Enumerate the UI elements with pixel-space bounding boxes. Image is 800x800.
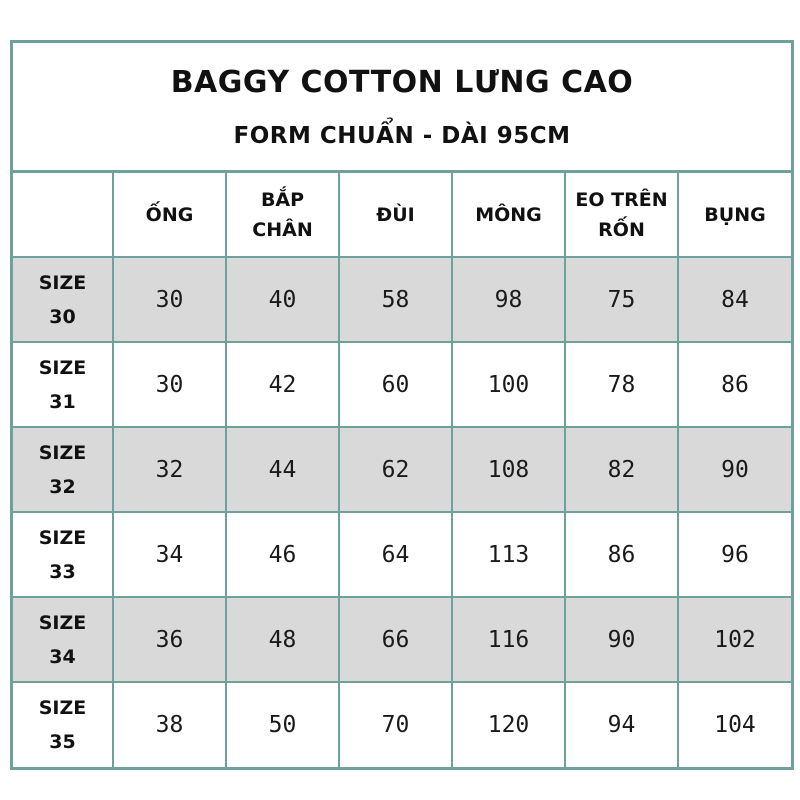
table-cell: 30 [113, 342, 226, 427]
table-cell: 60 [339, 342, 452, 427]
size-table [13, 173, 791, 767]
column-header-line: MÔNG [475, 203, 542, 226]
column-header-line: ỐNG [145, 203, 194, 226]
column-header-line: BỤNG [704, 203, 766, 226]
corner-cell [13, 173, 113, 257]
table-cell: 86 [678, 342, 791, 427]
column-header-mong [452, 173, 565, 257]
table-cell: 70 [339, 682, 452, 767]
table-row [13, 512, 791, 597]
size-label-number: 31 [49, 390, 76, 413]
size-label-number: 35 [49, 731, 76, 753]
chart-header [13, 43, 791, 173]
table-cell: 30 [113, 257, 226, 342]
table-cell: 96 [678, 512, 791, 597]
table-row [13, 257, 791, 342]
column-header-line: CHÂN [252, 218, 313, 241]
column-header-bung [678, 173, 791, 257]
size-label-word: SIZE [38, 697, 87, 719]
column-header-line: RỐN [598, 218, 645, 241]
size-label-word: SIZE [38, 356, 87, 379]
table-cell: 48 [226, 597, 339, 682]
table-cell: 102 [678, 597, 791, 682]
table-cell: 58 [339, 257, 452, 342]
size-label [13, 512, 113, 597]
size-label-number: 30 [49, 305, 76, 328]
column-header-line: BẮP [260, 188, 305, 211]
table-cell: 98 [452, 257, 565, 342]
table-cell: 36 [113, 597, 226, 682]
table-cell: 113 [452, 512, 565, 597]
size-label [13, 257, 113, 342]
chart-subtitle: FORM CHUẨN - DÀI 95CM [233, 123, 571, 149]
column-header-line: EO TRÊN [575, 188, 668, 211]
size-label-number: 32 [49, 475, 76, 498]
table-cell: 38 [113, 682, 226, 767]
table-cell: 46 [226, 512, 339, 597]
table-cell: 75 [565, 257, 678, 342]
size-label-word: SIZE [38, 271, 87, 294]
column-header-dui [339, 173, 452, 257]
table-cell: 78 [565, 342, 678, 427]
table-cell: 44 [226, 427, 339, 512]
table-row [13, 427, 791, 512]
table-cell: 86 [565, 512, 678, 597]
table-cell: 62 [339, 427, 452, 512]
table-cell: 108 [452, 427, 565, 512]
size-label [13, 342, 113, 427]
table-cell: 116 [452, 597, 565, 682]
table-row [13, 682, 791, 767]
table-cell: 34 [113, 512, 226, 597]
size-label [13, 597, 113, 682]
table-row [13, 342, 791, 427]
column-header-bap-chan [226, 173, 339, 257]
column-header-line: ĐÙI [376, 203, 415, 226]
column-header-eo-tren-ron [565, 173, 678, 257]
size-chart-frame [10, 40, 794, 770]
table-cell: 64 [339, 512, 452, 597]
table-cell: 50 [226, 682, 339, 767]
size-label-word: SIZE [38, 611, 87, 634]
column-header-ong [113, 173, 226, 257]
size-label [13, 682, 113, 767]
table-cell: 82 [565, 427, 678, 512]
table-cell: 104 [678, 682, 791, 767]
table-cell: 120 [452, 682, 565, 767]
table-cell: 100 [452, 342, 565, 427]
size-label-word: SIZE [38, 526, 87, 549]
table-cell: 66 [339, 597, 452, 682]
chart-title: BAGGY COTTON LƯNG CAO [170, 65, 634, 100]
table-cell: 94 [565, 682, 678, 767]
table-cell: 84 [678, 257, 791, 342]
table-cell: 40 [226, 257, 339, 342]
size-label-number: 33 [49, 560, 76, 583]
size-label-number: 34 [49, 645, 76, 668]
table-cell: 90 [565, 597, 678, 682]
table-row [13, 597, 791, 682]
table-cell: 32 [113, 427, 226, 512]
table-header-row [13, 173, 791, 257]
table-cell: 42 [226, 342, 339, 427]
table-cell: 90 [678, 427, 791, 512]
size-label-word: SIZE [38, 441, 87, 464]
size-label [13, 427, 113, 512]
